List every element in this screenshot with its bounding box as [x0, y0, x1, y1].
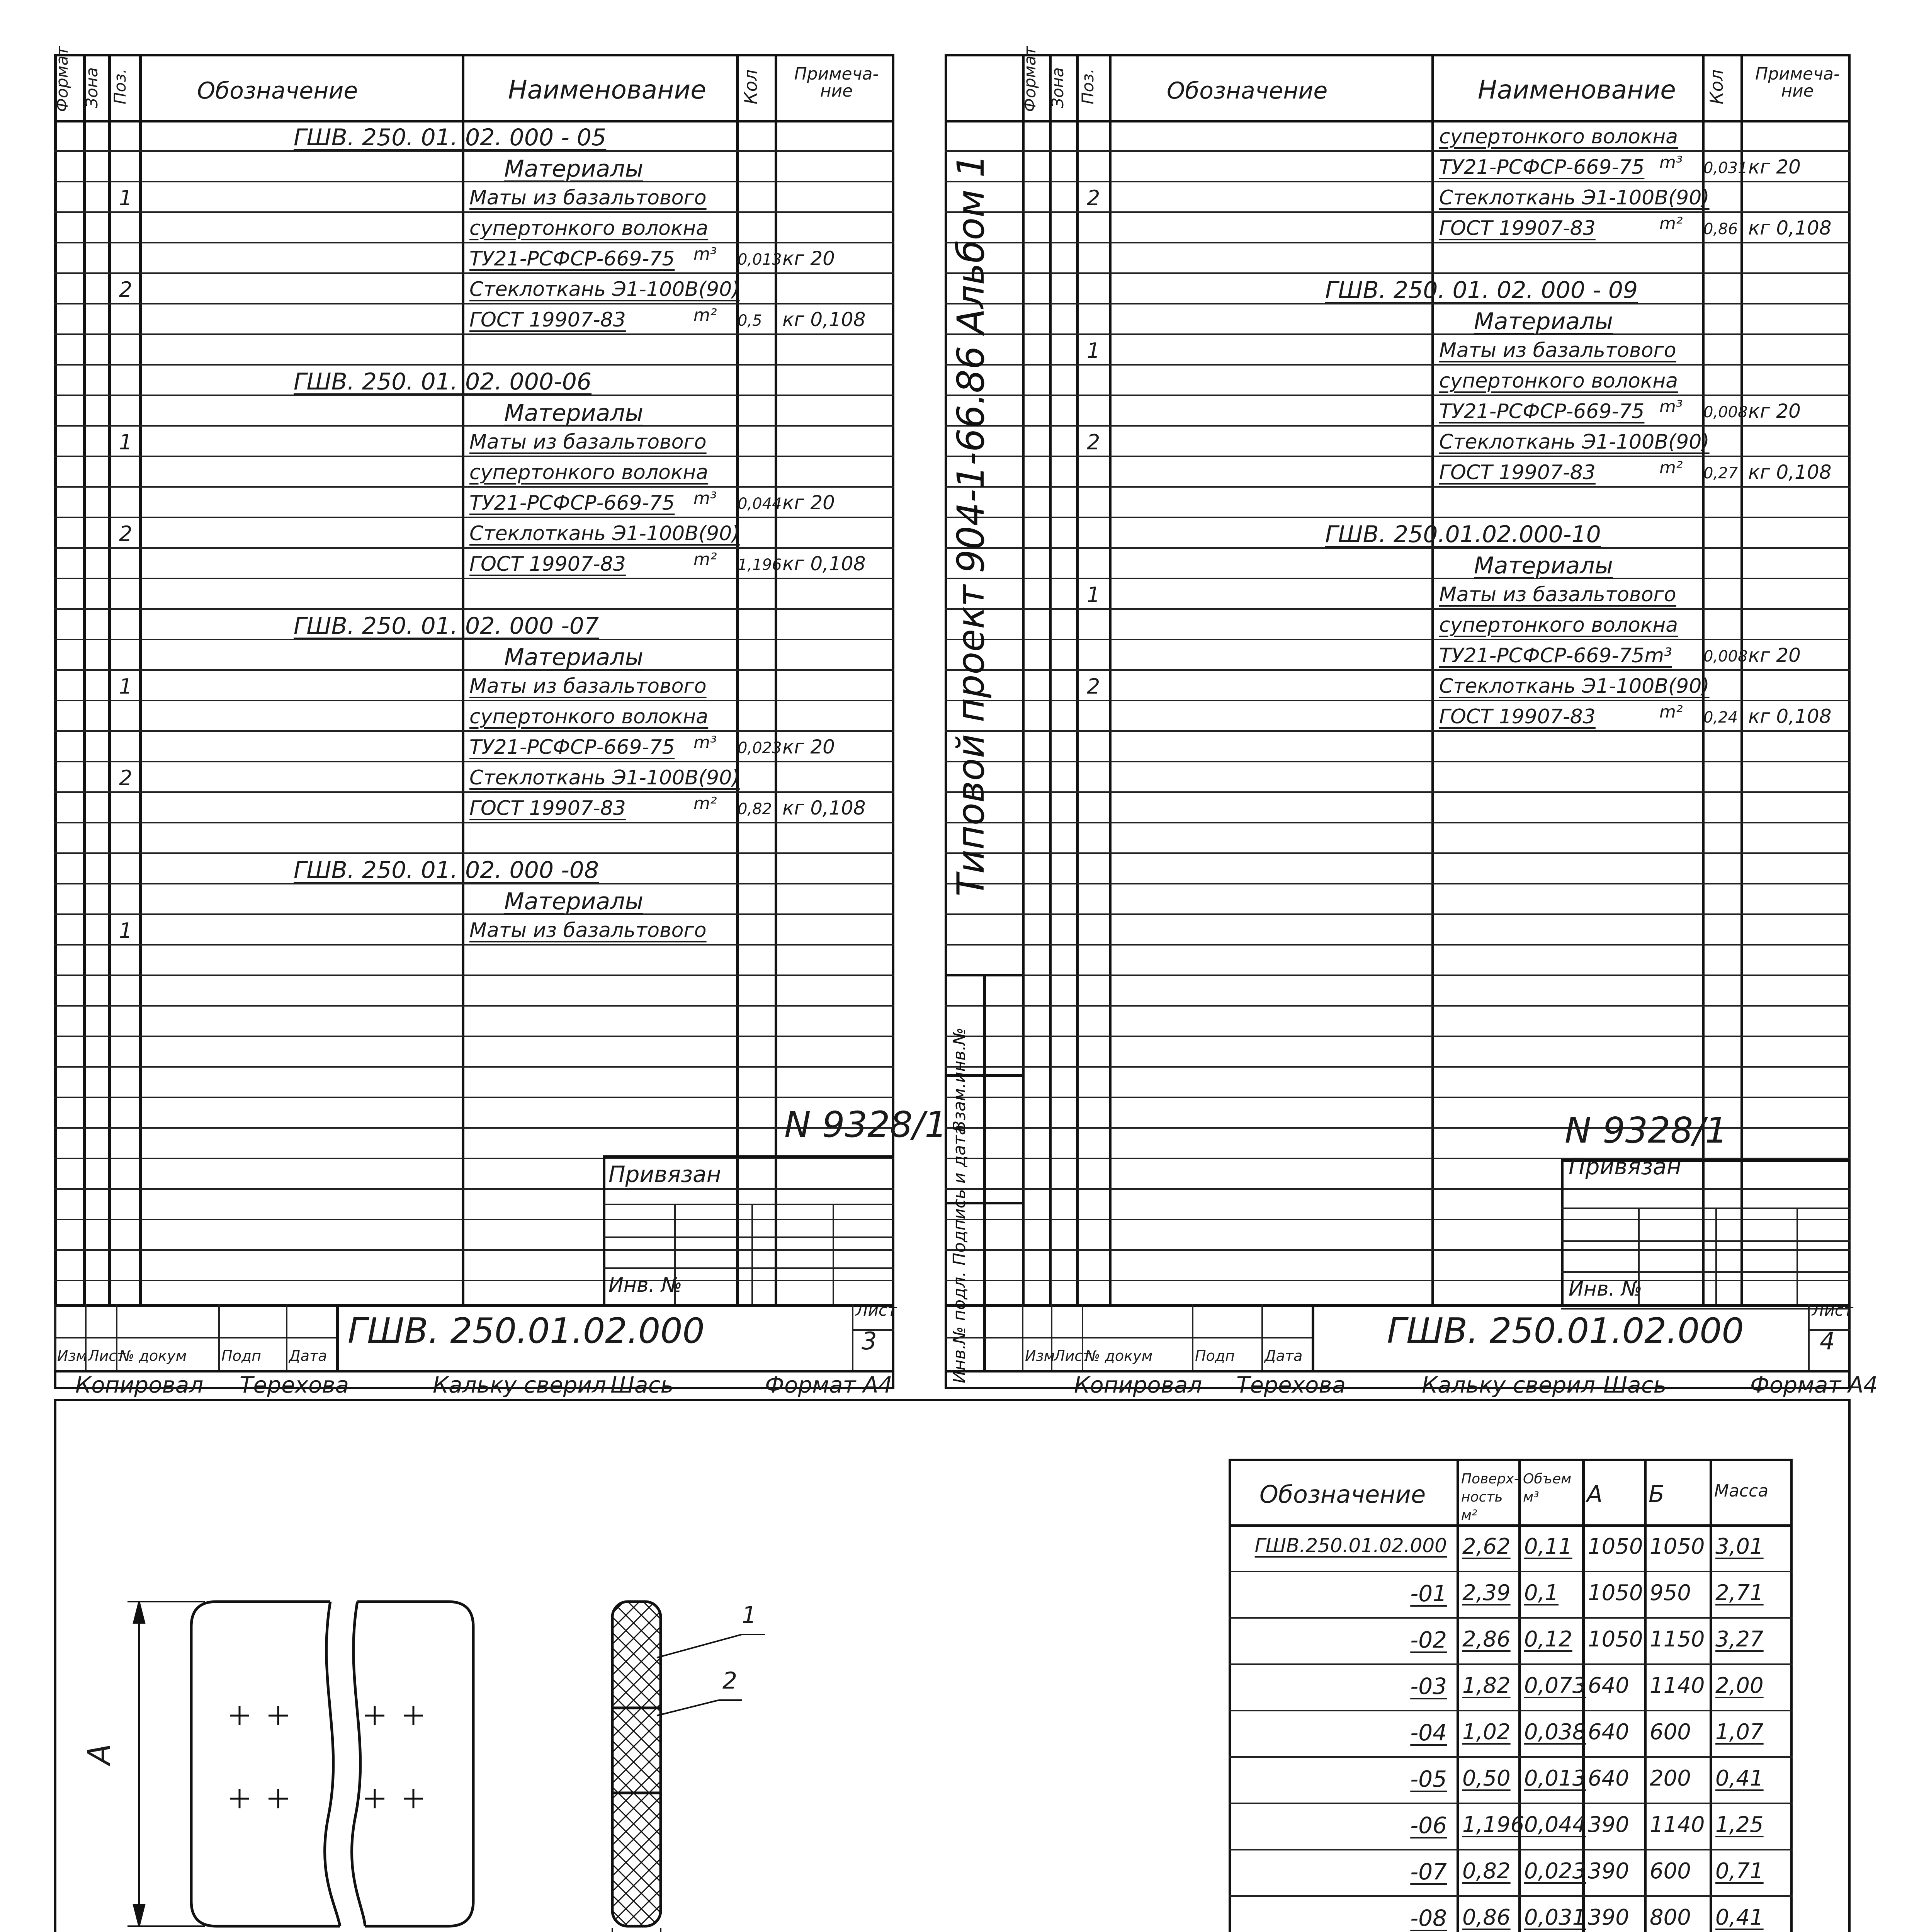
row-unit: m² — [1659, 702, 1683, 722]
assembly-designation: ГШВ. 250.01.02.000-10 — [1325, 521, 1601, 548]
variant-cell: 2,39 — [1462, 1580, 1511, 1605]
variant-header-2: Объем м³ — [1523, 1471, 1572, 1505]
row-unit: m³ — [693, 488, 717, 508]
variant-cell: 600 — [1650, 1719, 1691, 1745]
row-note: кг 20 — [782, 492, 835, 514]
strip-label-1: Лист — [88, 1347, 126, 1364]
row-name: ТУ21-РСФСР-669-75 — [469, 492, 675, 515]
row-note: кг 0,108 — [782, 797, 866, 819]
variant-cell: 600 — [1650, 1859, 1691, 1884]
row-name: супертонкого волокна — [1439, 369, 1678, 393]
row-poz: 2 — [1087, 674, 1100, 699]
variant-designation: -06 — [1410, 1812, 1447, 1838]
copier-name: Терехова — [1236, 1372, 1346, 1398]
row-name: Маты из базальтового — [469, 430, 707, 454]
variant-cell: 0,11 — [1524, 1534, 1572, 1559]
side-label-inv: Инв.№ подл. — [950, 1271, 969, 1383]
header-kol: Кол — [740, 69, 761, 104]
header-poz: Поз. — [110, 68, 129, 104]
row-poz: 1 — [119, 186, 133, 210]
row-qty: 0,5 — [738, 312, 762, 330]
variant-header-5: Масса — [1714, 1481, 1769, 1501]
copier-name: Терехова — [240, 1372, 349, 1398]
row-name: супертонкого волокна — [469, 217, 709, 240]
row-unit: m³ — [693, 244, 717, 264]
variant-cell: 0,41 — [1715, 1905, 1764, 1930]
row-name: ТУ21-РСФСР-669-75 — [1439, 400, 1645, 423]
row-unit: m² — [693, 549, 717, 569]
assembly-designation: ГШВ. 250. 01. 02. 000 -08 — [294, 857, 599, 884]
row-note: кг 0,108 — [1748, 461, 1832, 483]
checked-label: Кальку сверил — [1422, 1372, 1596, 1398]
row-unit: m² — [693, 794, 717, 813]
variant-cell: 390 — [1588, 1859, 1629, 1884]
header-primechanie: Примеча-ние — [794, 64, 879, 101]
format-label: Формат А4 — [765, 1372, 893, 1398]
rule-line — [1518, 1459, 1521, 1932]
variant-cell: 0,013 — [1524, 1766, 1586, 1791]
strip-label-1: Лист — [1054, 1347, 1091, 1364]
row-name: супертонкого волокна — [1439, 614, 1678, 637]
row-name: Маты из базальтового — [469, 919, 707, 942]
row-name: Стеклоткань Э1-100В(90) — [469, 278, 740, 301]
row-qty: 0,27 — [1703, 464, 1738, 482]
rule-line — [1229, 1756, 1793, 1758]
stitch-marks — [230, 1706, 423, 1808]
variant-cell: 1050 — [1588, 1580, 1643, 1605]
assembly-designation: ГШВ. 250. 01. 02. 000-06 — [294, 368, 592, 395]
row-poz: 1 — [119, 430, 133, 454]
row-qty: 0,82 — [738, 800, 772, 818]
row-qty: 0,013 — [738, 251, 782, 269]
variant-cell: 0,82 — [1462, 1859, 1511, 1884]
row-poz: 1 — [1087, 583, 1100, 607]
row-poz: 1 — [119, 674, 133, 699]
variant-cell: 640 — [1588, 1719, 1629, 1745]
side-label-podpis: Подпись и дата — [950, 1124, 969, 1265]
format-label: Формат А4 — [1750, 1372, 1878, 1398]
row-note: кг 0,108 — [782, 553, 866, 575]
header-naimenovanie: Наименование — [1478, 75, 1676, 105]
row-poz: 2 — [119, 766, 133, 790]
checker-name: Шась — [610, 1372, 674, 1398]
variant-header-0: Обозначение — [1259, 1480, 1426, 1509]
variant-cell: 1050 — [1650, 1534, 1705, 1559]
variant-cell: 0,031 — [1524, 1905, 1586, 1930]
variant-designation: -08 — [1410, 1905, 1447, 1931]
row-note: кг 0,108 — [782, 308, 866, 331]
checked-label: Кальку сверил — [433, 1372, 607, 1398]
variant-designation: ГШВ.250.01.02.000 — [1254, 1534, 1447, 1557]
row-qty: 0,86 — [1703, 220, 1738, 238]
row-poz: 2 — [119, 277, 133, 302]
variant-cell: 0,41 — [1715, 1766, 1764, 1791]
variant-cell: 1140 — [1650, 1812, 1705, 1837]
row-name: Стеклоткань Э1-100В(90) — [469, 522, 740, 545]
variant-cell: 800 — [1650, 1905, 1691, 1930]
variant-designation: -07 — [1410, 1859, 1447, 1885]
variant-cell: 2,62 — [1462, 1534, 1511, 1559]
strip-label-4: Дата — [289, 1347, 327, 1364]
header-primechanie: Примеча-ние — [1755, 64, 1840, 101]
variant-cell: 1150 — [1650, 1627, 1705, 1652]
header-poz: Поз. — [1078, 68, 1097, 104]
header-zona: Зона — [1048, 67, 1067, 108]
strip-label-3: Подп — [221, 1347, 261, 1364]
rule-line — [1229, 1617, 1793, 1619]
section-title: Материалы — [1474, 308, 1613, 335]
rule-line — [1644, 1459, 1647, 1932]
row-name: супертонкого волокна — [469, 461, 709, 484]
row-poz: 2 — [119, 522, 133, 546]
row-name: ГОСТ 19907-83 — [469, 797, 626, 820]
rule-line — [1229, 1710, 1793, 1711]
rule-line — [1229, 1803, 1793, 1804]
header-oboznachenie: Обозначение — [197, 77, 358, 104]
strip-label-2: № докум — [1085, 1347, 1153, 1364]
variant-cell: 640 — [1588, 1673, 1629, 1698]
row-name: ГОСТ 19907-83 — [1439, 705, 1596, 728]
dim-a-label: А — [81, 1743, 117, 1765]
strip-label-3: Подп — [1195, 1347, 1235, 1364]
row-unit: m³ — [1659, 397, 1683, 417]
variant-cell: 2,86 — [1462, 1627, 1511, 1652]
variant-cell: 3,01 — [1715, 1534, 1764, 1559]
strip-label-4: Дата — [1265, 1347, 1303, 1364]
variant-cell: 0,073 — [1524, 1673, 1586, 1698]
rule-line — [1229, 1663, 1793, 1665]
variant-header-1: Поверх-ность м² — [1461, 1471, 1519, 1523]
variant-cell: 1,02 — [1462, 1719, 1511, 1745]
variant-cell: 390 — [1588, 1905, 1629, 1930]
variant-cell: 1,196 — [1462, 1812, 1525, 1837]
inv-label: Инв. № — [608, 1274, 682, 1297]
variant-designation: -01 — [1410, 1580, 1447, 1607]
variant-cell: 640 — [1588, 1766, 1629, 1791]
checker-name: Шась — [1603, 1372, 1667, 1398]
variant-cell: 0,038 — [1524, 1719, 1586, 1745]
header-format: Формат — [53, 46, 71, 112]
rule-line — [1229, 1849, 1793, 1850]
variant-designation: -04 — [1410, 1719, 1447, 1746]
row-qty: 0,044 — [738, 495, 782, 513]
variant-header-3: А — [1587, 1481, 1603, 1508]
sheet-number: 3 — [862, 1327, 877, 1355]
variant-cell: 3,27 — [1715, 1627, 1764, 1652]
variant-designation: -02 — [1410, 1627, 1447, 1653]
rule-line — [1229, 1895, 1793, 1897]
break-line-2 — [352, 1602, 365, 1926]
variant-cell: 1050 — [1588, 1534, 1643, 1559]
header-format: Формат — [1020, 46, 1039, 112]
header-kol: Кол — [1706, 69, 1727, 104]
variant-cell: 200 — [1650, 1766, 1691, 1791]
dimension-lines — [127, 1602, 473, 1932]
variant-cell: 1,25 — [1715, 1812, 1764, 1837]
section-title: Материалы — [504, 155, 643, 182]
assembly-designation: ГШВ. 250. 01. 02. 000 - 09 — [1325, 277, 1638, 304]
section-view — [612, 1602, 765, 1932]
row-qty: 0,031 — [1703, 159, 1748, 177]
variant-cell: 0,12 — [1524, 1627, 1572, 1652]
sheet-number: 4 — [1820, 1327, 1835, 1355]
row-unit: m² — [1659, 458, 1683, 478]
row-qty: 1,196 — [738, 556, 782, 574]
row-name: ГОСТ 19907-83 — [1439, 217, 1596, 240]
row-poz: 2 — [1087, 186, 1100, 210]
mat-outline-left — [191, 1602, 340, 1926]
rule-line — [1457, 1459, 1459, 1932]
row-name: Стеклоткань Э1-100В(90) — [1439, 675, 1710, 698]
album-vertical-text: Типовой проект 904-1-66.86 Альбом 1 — [949, 154, 993, 896]
variant-header-4: Б — [1649, 1481, 1665, 1508]
doc-code: ГШВ. 250.01.02.000 — [1387, 1311, 1744, 1351]
row-poz: 1 — [1087, 338, 1100, 363]
variant-cell: 2,71 — [1715, 1580, 1764, 1605]
row-qty: 0,008 — [1703, 648, 1748, 665]
callout-2: 2 — [722, 1667, 738, 1694]
rule-line — [1710, 1459, 1712, 1932]
section-title: Материалы — [504, 400, 643, 427]
row-note: кг 20 — [782, 247, 835, 270]
row-note: кг 0,108 — [1748, 705, 1832, 728]
variant-cell: 1050 — [1588, 1627, 1643, 1652]
variant-designation: -03 — [1410, 1673, 1447, 1699]
inv-label: Инв. № — [1569, 1277, 1642, 1301]
row-name: Стеклоткань Э1-100В(90) — [469, 766, 740, 789]
variant-cell: 0,86 — [1462, 1905, 1511, 1930]
doc-code: ГШВ. 250.01.02.000 — [348, 1311, 705, 1351]
privyazan-label: Привязан — [1569, 1153, 1681, 1180]
row-note: кг 20 — [1748, 400, 1801, 422]
variant-cell: 2,00 — [1715, 1673, 1764, 1698]
privyazan-label: Привязан — [608, 1161, 721, 1187]
break-line-1 — [325, 1602, 340, 1926]
variant-cell: 0,023 — [1524, 1859, 1586, 1884]
section-title: Материалы — [504, 888, 643, 915]
variant-designation: -05 — [1410, 1766, 1447, 1792]
row-name: ТУ21-РСФСР-669-75 — [469, 247, 675, 270]
sheet-label: Лист — [856, 1301, 897, 1320]
variant-cell: 0,1 — [1524, 1580, 1559, 1605]
strip-label-0: Изм — [57, 1347, 87, 1364]
variant-cell: 1,07 — [1715, 1719, 1764, 1745]
stamp-number: N 9328/1 — [784, 1104, 947, 1145]
copied-label: Копировал — [1074, 1372, 1202, 1398]
row-unit: m³ — [693, 733, 717, 752]
section-title: Материалы — [504, 644, 643, 671]
row-name: ТУ21-РСФСР-669-75 — [1439, 156, 1645, 179]
row-name: ТУ21-РСФСР-669-75m³ — [1439, 644, 1672, 667]
variant-cell: 390 — [1588, 1812, 1629, 1837]
rule-line — [1229, 1524, 1793, 1527]
row-name: Маты из базальтового — [1439, 583, 1676, 606]
strip-label-0: Изм — [1025, 1347, 1055, 1364]
header-naimenovanie: Наименование — [508, 75, 706, 105]
variant-cell: 0,044 — [1524, 1812, 1586, 1837]
copied-label: Копировал — [75, 1372, 204, 1398]
assembly-designation: ГШВ. 250. 01. 02. 000 -07 — [294, 612, 599, 639]
mat-outline-right — [357, 1602, 473, 1926]
row-name: Маты из базальтового — [469, 186, 707, 209]
row-note: кг 20 — [1748, 644, 1801, 667]
sheet-label: Лист — [1812, 1301, 1853, 1320]
row-qty: 0,24 — [1703, 709, 1738, 726]
header-zona: Зона — [82, 67, 101, 108]
row-name: Маты из базальтового — [1439, 339, 1676, 362]
row-name: Стеклоткань Э1-100В(90) — [1439, 430, 1710, 454]
row-note: кг 20 — [782, 736, 835, 758]
variant-cell: 950 — [1650, 1580, 1691, 1605]
variant-cell: 0,50 — [1462, 1766, 1511, 1791]
assembly-designation: ГШВ. 250. 01. 02. 000 - 05 — [294, 124, 607, 151]
row-name: Стеклоткань Э1-100В(90) — [1439, 186, 1710, 209]
section-title: Материалы — [1474, 552, 1613, 579]
row-name: ГОСТ 19907-83 — [1439, 461, 1596, 484]
variant-cell: 1140 — [1650, 1673, 1705, 1698]
rule-line — [1229, 1571, 1793, 1572]
row-unit: m² — [1659, 214, 1683, 233]
row-note: кг 20 — [1748, 156, 1801, 178]
stamp-number: N 9328/1 — [1565, 1110, 1728, 1151]
row-name: Маты из базальтового — [469, 675, 707, 698]
row-note: кг 0,108 — [1748, 217, 1832, 239]
header-oboznachenie: Обозначение — [1167, 77, 1328, 104]
row-poz: 2 — [1087, 430, 1100, 454]
variant-cell: 1,82 — [1462, 1673, 1511, 1698]
row-qty: 0,008 — [1703, 403, 1748, 421]
row-unit: m³ — [1659, 153, 1683, 172]
variant-cell: 0,71 — [1715, 1859, 1764, 1884]
side-label-vzam: Взам.инв.№ — [950, 1027, 969, 1132]
row-name: ТУ21-РСФСР-669-75 — [469, 736, 675, 759]
row-qty: 0,023 — [738, 739, 782, 757]
row-name: ГОСТ 19907-83 — [469, 553, 626, 576]
strip-label-2: № докум — [119, 1347, 187, 1364]
row-name: ГОСТ 19907-83 — [469, 308, 626, 332]
row-unit: m² — [693, 305, 717, 325]
row-poz: 1 — [119, 918, 133, 943]
row-name: супертонкого волокна — [1439, 125, 1678, 148]
callout-1: 1 — [742, 1602, 757, 1629]
row-name: супертонкого волокна — [469, 705, 709, 728]
